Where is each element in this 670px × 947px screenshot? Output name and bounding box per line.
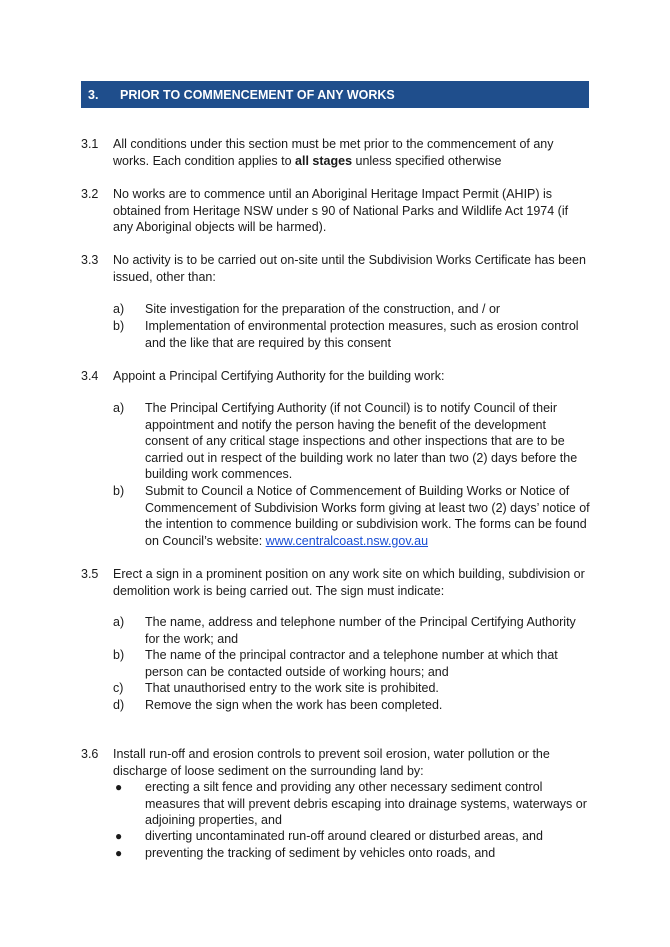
list-item [113,318,591,351]
list-letter: b) [113,319,125,333]
bullet-text: preventing the tracking of sediment by vehicles onto roads, and [145,846,496,860]
list-letter: a) [113,302,125,316]
bullet-text: erecting a silt fence and providing any other necessary sediment control measures that will prevent debris escaping into drainage systems, waterways or adjoining properties, and [145,780,587,827]
section-title: PRIOR TO COMMENCEMENT OF ANY WORKS [120,87,395,102]
clause-number: 3.4 [81,369,99,383]
list-letter: a) [113,401,125,415]
council-website-link[interactable]: www.centralcoast.nsw.gov.au [265,533,429,548]
clause-text: No activity is to be carried out on-site until the Subdivision Works Certificate has been issued, other than: [113,253,586,284]
clause-number: 3.5 [81,567,99,581]
clause-3-6 [81,746,591,779]
clause-number: 3.2 [81,187,99,201]
clause-3-5 [81,566,591,599]
clause-number: 3.1 [81,137,99,151]
list-item [113,301,591,318]
emphasis: all stages [295,153,353,168]
list-item [113,697,591,714]
bullet-icon: ● [115,780,123,794]
list-text: That unauthorised entry to the work site is prohibited. [145,681,439,695]
list-item [113,680,591,697]
list-item [113,614,591,647]
section-number: 3. [88,87,99,102]
list-letter: b) [113,648,125,662]
list-text: The name, address and telephone number of the Principal Certifying Authority for the work; and [145,615,576,646]
list-text: The name of the principal contractor and a telephone number at which that person can be contacted outside of working hours; and [145,648,558,679]
list-text: Remove the sign when the work has been completed. [145,698,443,712]
bullet-text: diverting uncontaminated run-off around cleared or disturbed areas, and [145,829,543,843]
clause-3-3 [81,252,591,285]
list-item [113,647,591,680]
bullet-icon: ● [115,846,123,860]
clause-text: Install run-off and erosion controls to prevent soil erosion, water pollution or the discharge of loose sediment on the surrounding land by: [113,747,550,778]
clause-3-4 [81,368,591,385]
clause-number: 3.3 [81,253,99,267]
clause-text: Appoint a Principal Certifying Authority for the building work: [113,369,445,383]
list-text: The Principal Certifying Authority (if not Council) is to notify Council of their appointment and notify the person having the benefit of the development consent of any critical stage inspections and other inspections that are to be carried out in respect of the building work no later than two (2) days before the building work commences. [145,401,578,481]
list-letter: d) [113,698,125,712]
clause-number: 3.6 [81,747,99,761]
bullet-item [113,845,591,862]
list-letter: c) [113,681,124,695]
clause-text: No works are to commence until an Aboriginal Heritage Impact Permit (AHIP) is obtained from Heritage NSW under s 90 of National Parks and Wildlife Act 1974 (if any Aboriginal objects will be harmed). [113,187,569,234]
list-item [113,483,591,549]
list-text: Submit to Council a Notice of Commencement of Building Works or Notice of Commencement of Subdivision Works form giving at least two (2) days’ notice of the intention to commence building or subdivision work. The forms can be found on Council’s website: www.centralcoast.nsw.gov.au [145,484,590,548]
bullet-icon: ● [115,829,123,843]
list-text: Implementation of environmental protection measures, such as erosion control and the like that are required by this consent [145,319,579,350]
section-header [81,81,589,108]
clause-text: All conditions under this section must be met prior to the commencement of any works. Each condition applies to all stages unless specified otherwise [113,137,554,168]
clause-3-2 [81,186,591,236]
list-letter: b) [113,484,125,498]
list-text: Site investigation for the preparation of the construction, and / or [145,302,501,316]
bullet-item [113,828,591,845]
clause-3-1 [81,136,591,169]
clause-text: Erect a sign in a prominent position on any work site on which building, subdivision or demolition work is being carried out. The sign must indicate: [113,567,585,598]
list-letter: a) [113,615,125,629]
list-item [113,400,591,483]
bullet-item [113,779,591,829]
